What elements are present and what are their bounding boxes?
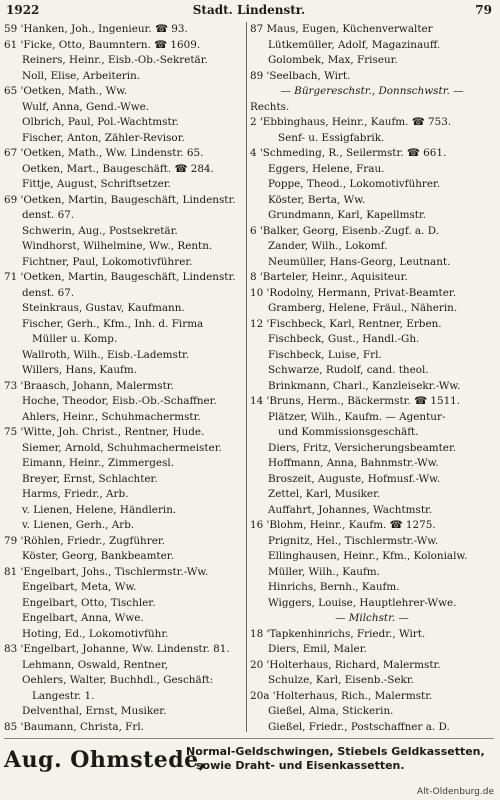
directory-entry-line: Lütkemüller, Adolf, Magazinauff. [268, 38, 441, 51]
directory-entry-line: Köster, Georg, Bankbeamter. [22, 550, 174, 562]
directory-entry-line: Golombek, Max, Friseur. [268, 54, 398, 66]
directory-entry-line: und Kommissionsgeschäft. [278, 426, 419, 438]
directory-entry-line: denst. 67. [22, 209, 75, 221]
ad-line-1: Normal-Geldschwingen, Stiebels Geldkassetten, [186, 745, 485, 758]
section-title: Stadt. Lindenstr. [192, 3, 306, 17]
directory-entry-line: Fischbeck, Luise, Frl. [268, 348, 382, 361]
year-label: 1922 [6, 3, 40, 17]
directory-entry-line: Köster, Berta, Ww. [268, 193, 366, 206]
directory-entry-line: Gießel, Friedr., Postschaffner a. D. [268, 720, 450, 732]
directory-entry-line: Langestr. 1. [32, 689, 95, 702]
directory-entry-line: Fischer, Gerh., Kfm., Inh. d. Firma [22, 317, 204, 330]
directory-entry-line: Fischer, Anton, Zähler-Revisor. [22, 131, 185, 144]
directory-entry-line: 87 Maus, Eugen, Küchenverwalter [250, 23, 433, 35]
directory-entry-line: Hoffmann, Anna, Bahnmstr.-Ww. [268, 457, 439, 469]
directory-entry-line: Oehlers, Walter, Buchhdl., Geschäft: [22, 674, 214, 686]
directory-entry-line: 2 'Ebbinghaus, Heinr., Kaufm. ☎ 753. [250, 116, 452, 128]
directory-entry-line: Ellinghausen, Heinr., Kfm., Kolonialw. [268, 550, 468, 562]
directory-entry-line: 79 'Röhlen, Friedr., Zugführer. [4, 534, 165, 547]
directory-entry-line: Schwerin, Aug., Postsekretär. [22, 224, 178, 237]
directory-entry-line: 12 'Fischbeck, Karl, Rentner, Erben. [250, 317, 442, 330]
directory-entry-line: 83 'Engelbart, Johanne, Ww. Lindenstr. 81. [4, 643, 230, 655]
directory-entry-line: 20a 'Holterhaus, Rich., Malermstr. [250, 689, 433, 702]
directory-entry-line: Gramberg, Helene, Fräul., Näherin. [268, 302, 458, 314]
watermark-footer: Alt-Oldenburg.de [416, 787, 494, 797]
directory-entry-line: 16 'Blohm, Heinr., Kaufm. ☎ 1275. [250, 519, 436, 531]
ad-description [186, 745, 492, 773]
directory-entry-line: Delventhal, Ernst, Musiker. [22, 705, 167, 717]
ad-brand: Aug. Ohmstede, [4, 747, 207, 773]
directory-entry-line: Rechts. [250, 100, 290, 113]
directory-entry-line: Diers, Fritz, Versicherungsbeamter. [268, 441, 457, 454]
directory-entry-line: Müller u. Komp. [32, 333, 118, 345]
directory-entry-line: Engelbart, Anna, Wwe. [22, 612, 144, 624]
directory-entry-line: Lehmann, Oswald, Rentner, [22, 658, 169, 671]
directory-entry-line: 71 'Oetken, Martin, Baugeschäft, Lindenstr. [4, 271, 236, 283]
directory-entry-line: Oetken, Mart., Baugeschäft. ☎ 284. [22, 162, 214, 175]
directory-entry-line: Steinkraus, Gustav, Kaufmann. [22, 302, 185, 314]
directory-entry-line: Fichtner, Paul, Lokomotivführer. [22, 255, 193, 268]
directory-entry-line: Noll, Elise, Arbeiterin. [22, 69, 141, 82]
directory-entry-line: Prignitz, Hel., Tischlermstr.-Ww. [268, 534, 439, 547]
directory-entry-line: Siemer, Arnold, Schuhmachermeister. [22, 441, 222, 454]
directory-entry-line: Zander, Wilh., Lokomf. [268, 240, 388, 252]
ad-line-2: sowie Draht- und Eisenkassetten. [196, 759, 405, 772]
directory-entry-line: Neumüller, Hans-Georg, Leutnant. [268, 255, 451, 268]
left-column [4, 22, 244, 732]
advertisement [4, 738, 494, 783]
directory-entry-line: 59 'Hanken, Joh., Ingenieur. ☎ 93. [4, 23, 188, 35]
directory-entry-line: Wulf, Anna, Gend.-Wwe. [22, 100, 150, 113]
directory-entry-line: 89 'Seelbach, Wirt. [250, 69, 351, 82]
directory-entry-line: Poppe, Theod., Lokomotivführer. [268, 178, 441, 190]
directory-entry-line: 10 'Rodolny, Hermann, Privat-Beamter. [250, 286, 457, 299]
directory-entry-line: Windhorst, Wilhelmine, Ww., Rentn. [22, 240, 213, 252]
directory-entry-line: 65 'Oetken, Math., Ww. [4, 85, 128, 97]
directory-entry-line: Fittje, August, Schriftsetzer. [22, 178, 171, 190]
directory-entry-line: 73 'Braasch, Johann, Malermstr. [4, 379, 174, 392]
directory-entry-line: Auffahrt, Johannes, Wachtmstr. [268, 503, 433, 516]
directory-entry-line: 85 'Baumann, Christa, Frl. [4, 720, 144, 732]
column-divider [246, 22, 247, 732]
directory-entry-line: Müller, Wilh., Kaufm. [268, 565, 380, 578]
directory-entry-line: Breyer, Ernst, Schlachter. [22, 472, 158, 485]
directory-entry-line: Wallroth, Wilh., Eisb.-Lademstr. [22, 348, 190, 361]
directory-entry-line: Willers, Hans, Kaufm. [22, 364, 138, 376]
directory-entry-line: Eimann, Heinr., Zimmergesl. [22, 457, 175, 469]
directory-entry-line: 14 'Bruns, Herm., Bäckermstr. ☎ 1511. [250, 395, 461, 407]
directory-entry-line: Plätzer, Wilh., Kaufm. — Agentur- [268, 410, 446, 423]
directory-entry-line: 75 'Witte, Joh. Christ., Rentner, Hude. [4, 426, 205, 438]
right-column [250, 22, 494, 732]
directory-entry-line: Engelbart, Meta, Ww. [22, 581, 137, 593]
directory-entry-line: Olbrich, Paul, Pol.-Wachtmstr. [22, 116, 179, 128]
directory-entry-line: 67 'Oetken, Math., Ww. Lindenstr. 65. [4, 147, 204, 159]
directory-entry-line: 81 'Engelbart, Johs., Tischlermstr.-Ww. [4, 565, 209, 578]
directory-entry-line: Hoting, Ed., Lokomotivführ. [22, 627, 169, 640]
directory-entry-line: v. Lienen, Helene, Händlerin. [22, 503, 177, 516]
directory-entry-line: Harms, Friedr., Arb. [22, 488, 129, 500]
directory-entry-line: 8 'Barteler, Heinr., Aquisiteur. [250, 271, 408, 283]
directory-entry-line: Reiners, Heinr., Eisb.-Ob.-Sekretär. [22, 54, 208, 66]
directory-entry-line: Zettel, Karl, Musiker. [268, 488, 381, 500]
directory-entry-line: Schwarze, Rudolf, cand. theol. [268, 364, 429, 376]
directory-entry-line: — Bürgereschstr., Donnschwstr. — [280, 85, 464, 97]
directory-entry-line: — Milchstr. — [335, 612, 409, 624]
page-header [6, 3, 492, 19]
directory-entry-line: Diers, Emil, Maler. [268, 643, 367, 655]
directory-entry-line: v. Lienen, Gerh., Arb. [22, 519, 135, 531]
directory-entry-line: 20 'Holterhaus, Richard, Malermstr. [250, 658, 441, 671]
directory-entry-line: Brinkmann, Charl., Kanzleisekr.-Ww. [268, 379, 461, 392]
directory-entry-line: 69 'Oetken, Martin, Baugeschäft, Lindenstr. [4, 193, 236, 206]
directory-entry-line: Hoche, Theodor, Eisb.-Ob.-Schaffner. [22, 395, 217, 407]
directory-entry-line: Schulze, Karl, Eisenb.-Sekr. [268, 674, 414, 686]
directory-entry-line: Gießel, Alma, Stickerin. [268, 705, 394, 717]
directory-entry-line: Hinrichs, Bernh., Kaufm. [268, 581, 400, 593]
directory-entry-line: denst. 67. [22, 286, 75, 299]
directory-entry-line: Grundmann, Karl, Kapellmstr. [268, 209, 427, 221]
directory-entry-line: Fischbeck, Gust., Handl.-Gh. [268, 333, 420, 345]
directory-entry-line: Wiggers, Louise, Hauptlehrer-Wwe. [268, 596, 457, 609]
directory-entry-line: 61 'Ficke, Otto, Baumntern. ☎ 1609. [4, 38, 201, 51]
directory-entry-line: Engelbart, Otto, Tischler. [22, 596, 156, 609]
directory-entry-line: Ahlers, Heinr., Schuhmachermstr. [22, 410, 201, 423]
directory-entry-line: Broszeit, Auguste, Hofmusf.-Ww. [268, 472, 441, 485]
directory-entry-line: 18 'Tapkenhinrichs, Friedr., Wirt. [250, 627, 426, 640]
directory-entry-line: Senf- u. Essigfabrik. [278, 131, 385, 144]
directory-entry-line: 4 'Schmeding, R., Seilermstr. ☎ 661. [250, 147, 447, 159]
directory-entry-line: Eggers, Helene, Frau. [268, 162, 385, 175]
page-number: 79 [475, 3, 492, 17]
directory-entry-line: 6 'Balker, Georg, Eisenb.-Zugf. a. D. [250, 224, 439, 237]
